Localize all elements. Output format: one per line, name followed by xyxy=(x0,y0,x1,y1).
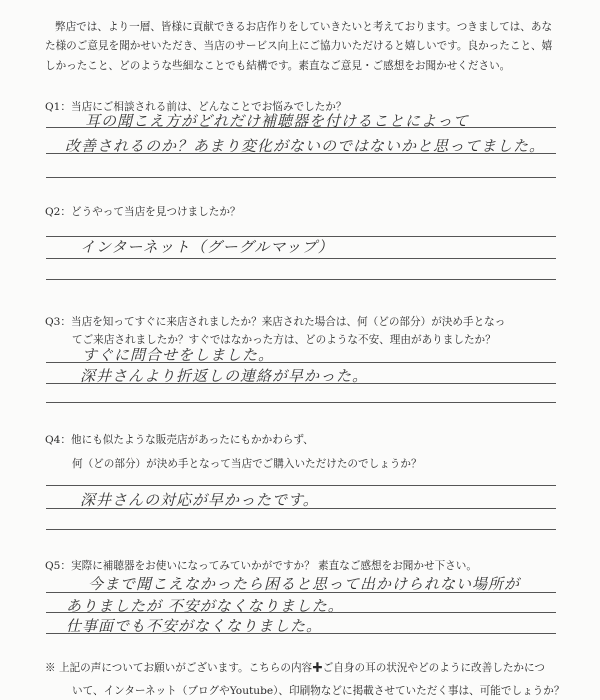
intro-line: しかったこと、どのような些細なことでも結構です。素直なご意見・ご感想をお聞かせください。 xyxy=(45,60,511,72)
question-text: Q3：当店を知ってすぐに来店されましたか？来店された場合は、何（どの部分）が決め手となっ xyxy=(45,316,506,328)
answer-rule xyxy=(46,402,556,403)
answer-rule xyxy=(46,633,556,634)
note-line: ※ 上記の声についてお願いがございます。こちらの内容✚ご自身の耳の状況やどのように改善したかにつ xyxy=(45,662,545,674)
handwritten-answer: 深井さんより折返しの連絡が早かった。 xyxy=(80,367,369,385)
handwritten-answer: 耳の聞こえ方がどれだけ補聴器を付けることによって xyxy=(85,112,470,130)
question-text: てご来店されましたか？すぐではなかった方は、どのような不安、理由がありましたか？ xyxy=(72,334,496,346)
answer-rule xyxy=(46,236,556,237)
handwritten-answer: 仕事面でも不安がなくなりました。 xyxy=(66,617,323,635)
answer-rule xyxy=(46,612,556,613)
answer-rule xyxy=(46,153,556,154)
answer-rule xyxy=(46,258,556,259)
answer-rule xyxy=(46,127,556,128)
handwritten-answer: 改善されるのか？あまり変化がないのではないかと思ってました。 xyxy=(65,137,546,155)
answer-rule xyxy=(46,529,556,530)
handwritten-answer: ありましたが 不安がなくなりました。 xyxy=(66,597,344,615)
answer-rule xyxy=(46,383,556,384)
answer-rule xyxy=(46,485,556,486)
question-text: Q1：当店にご相談される前は、どんなことでお悩みでしたか？ xyxy=(45,101,347,113)
handwritten-answer: インターネット（グーグルマップ） xyxy=(80,238,334,256)
intro-line: 弊店では、より一層、皆様に貢献できるお店作りをしていきたいと考えております。つきましては、あな xyxy=(55,21,553,33)
answer-rule xyxy=(46,592,556,593)
answer-rule xyxy=(46,177,556,178)
handwritten-answer: 今まで聞こえなかったら困ると思って出かけられない場所が xyxy=(88,575,521,593)
answer-rule xyxy=(46,362,556,363)
answer-rule xyxy=(46,508,556,509)
question-text: Q5：実際に補聴器をお使いになってみていかがですか？ 素直なご感想をお聞かせ下さい。 xyxy=(45,560,477,572)
answer-rule xyxy=(46,279,556,280)
handwritten-answer: すぐに問合せをしました。 xyxy=(82,346,275,364)
question-text: Q2：どうやって当店を見つけましたか？ xyxy=(45,206,241,218)
note-line: いて、インターネット（ブログやYoutube）、印刷物などに掲載させていただく事は、可能でしょうか？ xyxy=(72,685,565,697)
intro-line: た様のご意見を聞かせいただき、当店のサービス向上にご協力いただけると嬉しいです。良かったこと、嬉 xyxy=(45,40,553,52)
question-text: Q4：他にも似たような販売店があったにもかかわらず、 xyxy=(45,434,314,446)
handwritten-answer: 深井さんの対応が早かったです。 xyxy=(80,491,319,509)
question-text: 何（どの部分）が決め手となって当店でご購入いただけたのでしょうか？ xyxy=(72,458,422,470)
